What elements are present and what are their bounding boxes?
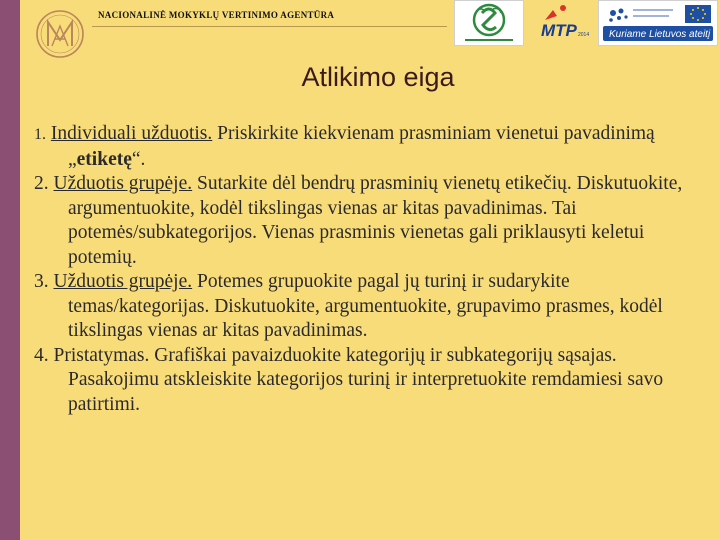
item-text-end: “. (131, 148, 146, 170)
list-item (34, 122, 694, 172)
task-type: Individuali užduotis. (50, 123, 213, 144)
mtp-logo-text: MTP (541, 21, 577, 40)
mtp-logo-year: 2014 (578, 32, 590, 38)
task-type: Užduotis grupėje. (53, 173, 193, 194)
green-emblem-logo (454, 0, 524, 46)
task-type: Užduotis grupėje. (53, 271, 193, 292)
slide-title: Atlikimo eiga (301, 62, 455, 92)
item-text: Sutarkite dėl bendrų prasminių vienetų etikečių. Diskutuokite, argumentuokite, kodėl tikslingas vienas ar kitas pavadinimas. Tai potemės/subkategorijos. Vienas prasminis vienetas gali priklausyti keletui potemių. (68, 173, 683, 268)
item-text: Pristatymas. Grafiškai pavaizduokite kategorijų ir subkategorijų sąsajas. Pasakojimu atskleiskite kategorijos turinį ir interpretuokite remdamiesi savo patirtimi. (53, 344, 664, 415)
eu-funds-icon (599, 1, 717, 45)
item-bold-term: etiketę (76, 148, 132, 170)
item-number: 2. (34, 173, 49, 194)
emblem-icon (455, 1, 523, 45)
nma-logo-icon (34, 8, 86, 60)
list-item (34, 172, 694, 270)
left-accent-bar (0, 0, 20, 540)
item-number: 1. (34, 126, 46, 143)
item-number: 3. (34, 271, 49, 292)
mtp-logo (533, 0, 593, 44)
eu-slogan: Kuriame Lietuvos ateitį (609, 29, 711, 40)
item-text: Priskirkite kiekvienam prasminiam vienetui pavadinimą „ (68, 123, 655, 170)
item-text: Potemes grupuokite pagal jų turinį ir sudarykite temas/kategorijas. Diskutuokite, argumentuokite, grupavimo prasmes, kodėl tikslingas vienas ar kitas pavadinimas. (68, 271, 663, 341)
eu-funds-logo (598, 0, 718, 46)
list-item (34, 270, 694, 344)
steps-list (34, 122, 694, 417)
agency-name: NACIONALINĖ MOKYKLŲ VERTINIMO AGENTŪRA (98, 10, 335, 20)
list-item (34, 344, 694, 418)
header-divider (92, 26, 447, 27)
item-number: 4. (34, 344, 49, 366)
mtp-logo-icon (533, 0, 593, 44)
